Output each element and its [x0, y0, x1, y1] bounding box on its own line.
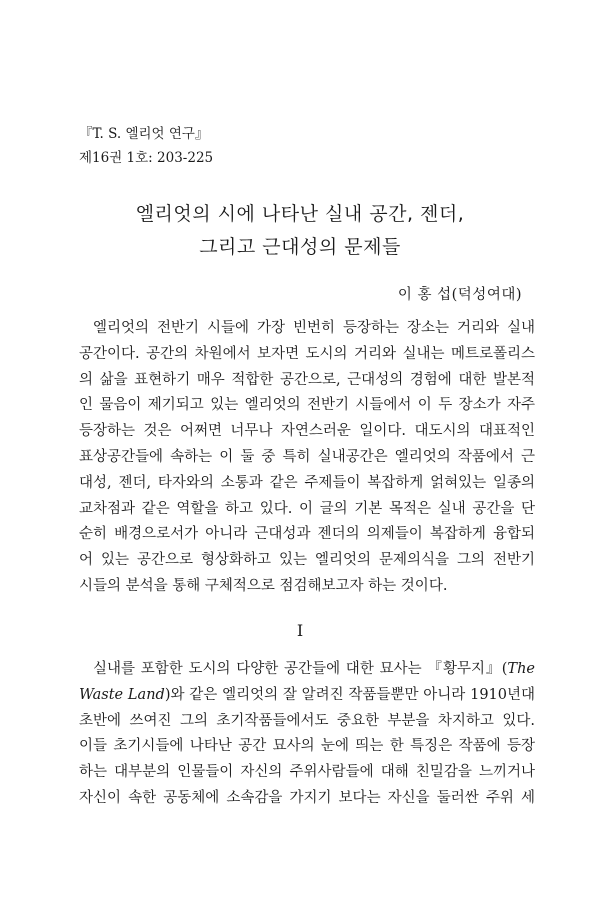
- body-line: [79, 683, 535, 709]
- abstract-line: 시들의 분석을 통해 구체적으로 점검해보고자 하는 것이다.: [79, 577, 448, 594]
- body-line: 이들 초기시들에 나타난 공간 묘사의 눈에 띄는 한 특징은 작품에 등장: [79, 738, 535, 755]
- abstract-line: 등장하는 것은 어쩌면 너무나 자연스러운 일이다. 대도시의 대표적인: [79, 423, 535, 440]
- abstract-line: 의 삶을 표현하기 매우 적합한 공간으로, 근대성의 경험에 대한 발본적: [79, 371, 535, 388]
- body-line: 초반에 쓰여진 그의 초기작품들에서도 중요한 부분을 차지하고 있다.: [79, 712, 535, 729]
- journal-issue: 제16권 1호: 203-225: [79, 150, 214, 166]
- abstract-line: 표상공간들에 속하는 이 둘 중 특히 실내공간은 엘리엇의 작품에서 근: [79, 448, 535, 465]
- body-line-text: 실내를 포함한 도시의 다양한 공간들에 대한 묘사는 『황무지』(: [93, 661, 508, 677]
- abstract-line: 교차점과 같은 역할을 하고 있다. 이 글의 기본 목적은 실내 공간을 단: [79, 500, 535, 517]
- abstract: [79, 316, 535, 600]
- body-paragraph: [79, 657, 535, 812]
- journal-name: 『T. S. 엘리엇 연구』: [79, 126, 209, 142]
- section-heading: I: [296, 621, 304, 640]
- abstract-line: 순히 배경으로서가 아니라 근대성과 젠더의 의제들이 복잡하게 융합되: [79, 526, 535, 543]
- article-title: [0, 198, 600, 264]
- abstract-line: 어 있는 공간으로 형상화하고 있는 엘리엇의 문제의식을 그의 전반기: [79, 552, 535, 569]
- abstract-line: 공간이다. 공간의 차원에서 보자면 도시의 거리와 실내는 메트로폴리스: [79, 345, 535, 362]
- italic-title: The: [507, 661, 535, 677]
- italic-title: Waste Land: [79, 686, 165, 703]
- title-line-1: 엘리엇의 시에 나타난 실내 공간, 젠더,: [135, 203, 465, 225]
- body-line-text: )와 같은 엘리엇의 잘 알려진 작품들뿐만 아니라 1910년대: [164, 686, 535, 703]
- body-line: 자신이 속한 공동체에 소속감을 가지기 보다는 자신을 둘러싼 주위 세: [79, 789, 535, 806]
- body-line: [79, 657, 535, 683]
- abstract-line: 엘리엇의 전반기 시들에 가장 빈번히 등장하는 장소는 거리와 실내: [93, 320, 535, 336]
- body-line: 하는 대부분의 인물들이 자신의 주위사람들에 대해 친밀감을 느끼거나: [79, 764, 535, 781]
- abstract-line: 인 물음이 제기되고 있는 엘리엇의 전반기 시들에서 이 두 장소가 자주: [79, 397, 535, 414]
- journal-header: [79, 122, 213, 170]
- title-line-2: 그리고 근대성의 문제들: [199, 236, 401, 258]
- author-affiliation: 이 홍 섭(덕성여대): [397, 287, 522, 303]
- abstract-line: 대성, 젠더, 타자와의 소통과 같은 주제들이 복잡하게 얽혀있는 일종의: [79, 474, 535, 491]
